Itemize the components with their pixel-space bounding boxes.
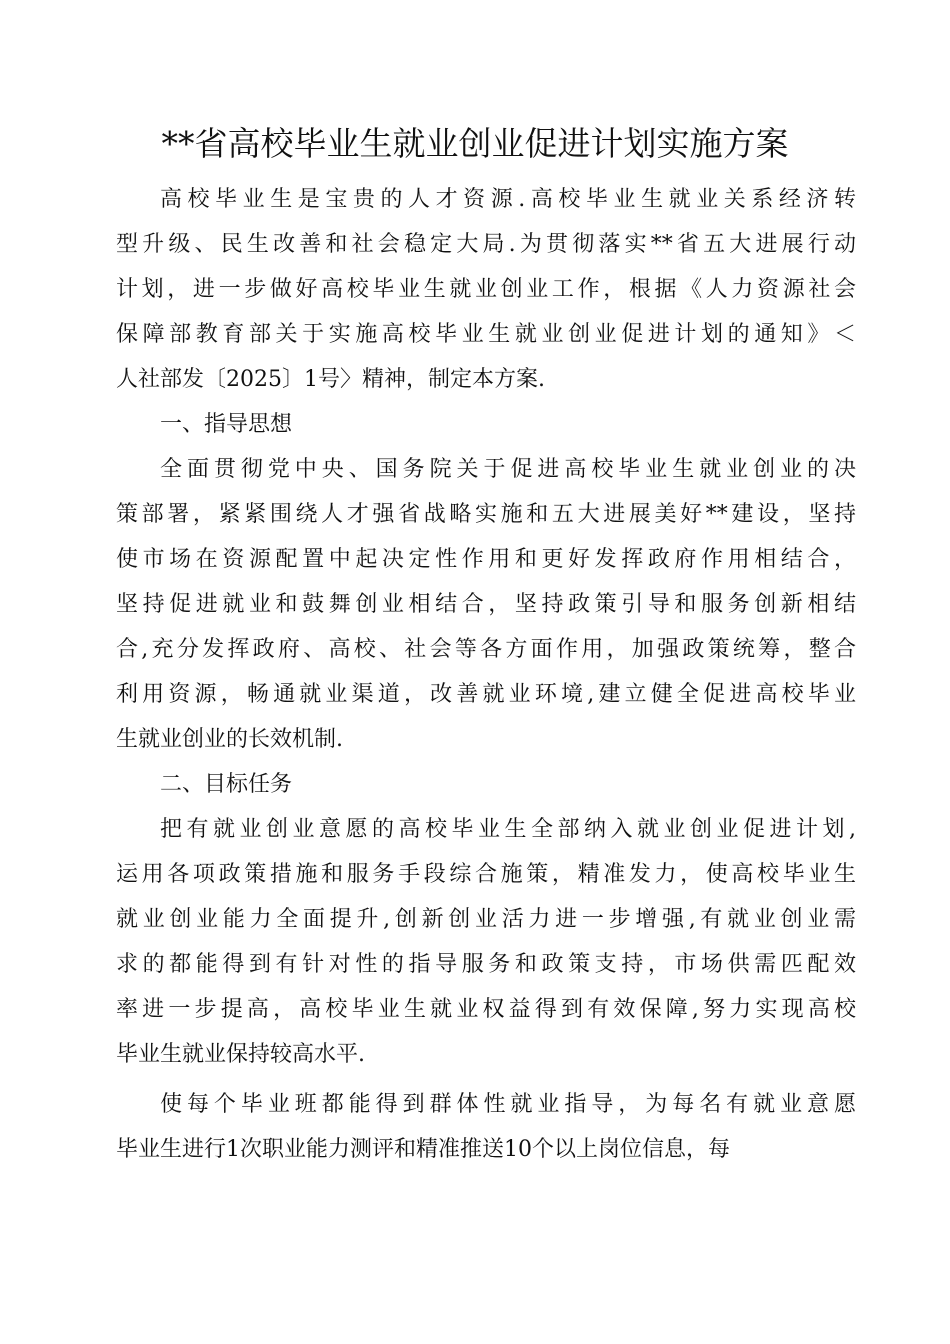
paragraph-guiding-thought [116, 447, 856, 762]
paragraph-goals-tasks [116, 807, 856, 1077]
paragraph-line: 毕业生进行1次职业能力测评和精准推送10个以上岗位信息，每 [116, 1137, 730, 1162]
paragraph-line: 把有就业创业意愿的高校毕业生全部纳入就业创业促进计划, [160, 817, 856, 842]
section-heading-goals-tasks: 二、目标任务 [160, 772, 293, 797]
paragraph-line: 运用各项政策措施和服务手段综合施策，精准发力，使高校毕业生 [116, 862, 856, 887]
paragraph-line: 就业创业能力全面提升,创新创业活力进一步增强,有就业创业需 [116, 907, 856, 932]
paragraph-line: 合,充分发挥政府、高校、社会等各方面作用，加强政策统筹，整合 [116, 637, 856, 662]
paragraph-line: 使每个毕业班都能得到群体性就业指导，为每名有就业意愿 [160, 1092, 856, 1117]
paragraph-line: 保障部教育部关于实施高校毕业生就业创业促进计划的通知》＜ [116, 322, 856, 347]
paragraph-line: 坚持促进就业和鼓舞创业相结合，坚持政策引导和服务创新相结 [116, 592, 856, 617]
document-body [116, 177, 856, 1172]
paragraph-line: 求的都能得到有针对性的指导服务和政策支持，市场供需匹配效 [116, 952, 856, 977]
paragraph-line: 计划，进一步做好高校毕业生就业创业工作，根据《人力资源社会 [116, 277, 856, 302]
paragraph-line: 生就业创业的长效机制. [116, 727, 343, 752]
section-heading-guiding-thought: 一、指导思想 [160, 412, 293, 437]
paragraph-line: 毕业生就业保持较高水平. [116, 1042, 365, 1067]
paragraph-line: 率进一步提高，高校毕业生就业权益得到有效保障,努力实现高校 [116, 997, 856, 1022]
document-title: **省高校毕业生就业创业促进计划实施方案 [161, 124, 789, 163]
paragraph-line: 全面贯彻党中央、国务院关于促进高校毕业生就业创业的决 [160, 457, 856, 482]
paragraph-line: 型升级、民生改善和社会稳定大局.为贯彻落实**省五大进展行动 [116, 232, 856, 257]
paragraph-line: 利用资源，畅通就业渠道，改善就业环境,建立健全促进高校毕业 [116, 682, 856, 707]
paragraph-line: 使市场在资源配置中起决定性作用和更好发挥政府作用相结合， [116, 547, 856, 572]
paragraph-line: 人社部发〔2025〕1号〉精神，制定本方案. [116, 367, 545, 392]
paragraph-line: 高校毕业生是宝贵的人才资源.高校毕业生就业关系经济转 [160, 187, 856, 212]
paragraph-line: 策部署，紧紧围绕人才强省战略实施和五大进展美好**建设，坚持 [116, 502, 856, 527]
paragraph-employment-guidance [116, 1082, 856, 1172]
paragraph-intro [116, 177, 856, 402]
